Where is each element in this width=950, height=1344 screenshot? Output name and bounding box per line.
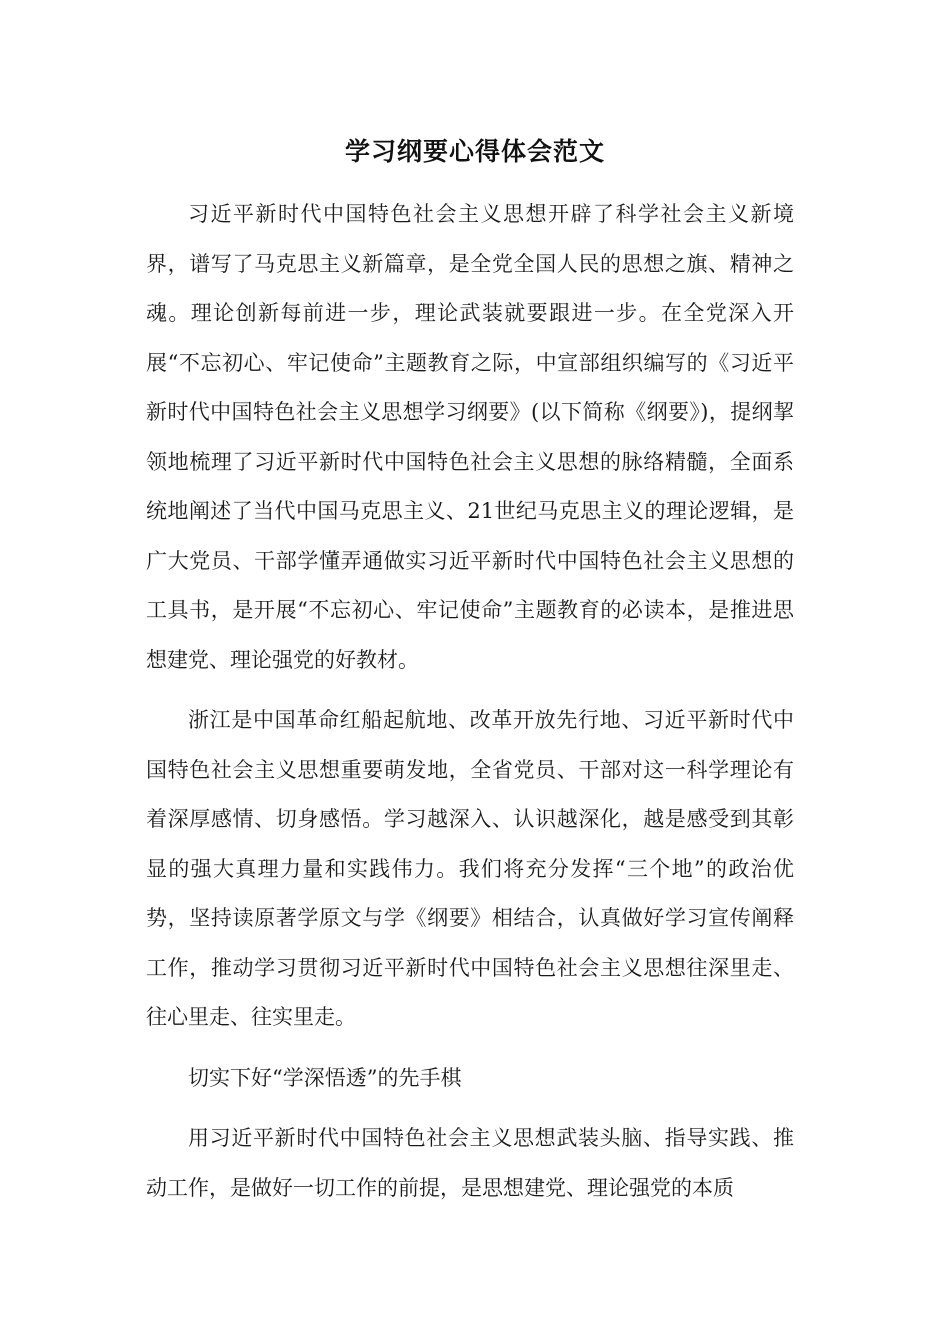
paragraph-2: 浙江是中国革命红船起航地、改革开放先行地、习近平新时代中国特色社会主义思想重要萌发地，全省党员、干部对这一科学理论有着深厚感情、切身感悟。学习越深入、认识越深化，越是感受到其彰显的强大真理力量和实践伟力。我们将充分发挥“三个地”的政治优势，坚持读原著学原文与学《纲要》相结合，认真做好学习宣传阐释工作，推动学习贯彻习近平新时代中国特色社会主义思想往深里走、往心里走、往实里走。 <box>146 708 794 1029</box>
paragraph-3: 用习近平新时代中国特色社会主义思想武装头脑、指导实践、推动工作，是做好一切工作的前提，是思想建党、理论强党的本质 <box>146 1126 794 1200</box>
document-title: 学习纲要心得体会范文 <box>344 137 605 166</box>
paragraph-1: 习近平新时代中国特色社会主义思想开辟了科学社会主义新境界，谱写了马克思主义新篇章，是全党全国人民的思想之旗、精神之魂。理论创新每前进一步，理论武装就要跟进一步。在全党深入开展“不忘初心、牢记使命”主题教育之际，中宣部组织编写的《习近平新时代中国特色社会主义思想学习纲要》(以下简称《纲要》)，提纲挈领地梳理了习近平新时代中国特色社会主义思想的脉络精髓，全面系统地阐述了当代中国马克思主义、21世纪马克思主义的理论逻辑，是广大党员、干部学懂弄通做实习近平新时代中国特色社会主义思想的工具书，是开展“不忘初心、牢记使命”主题教育的必读本，是推进思想建党、理论强党的好教材。 <box>146 202 794 672</box>
section-heading: 切实下好“学深悟透”的先手棋 <box>188 1065 462 1090</box>
document-body <box>146 190 794 1213</box>
